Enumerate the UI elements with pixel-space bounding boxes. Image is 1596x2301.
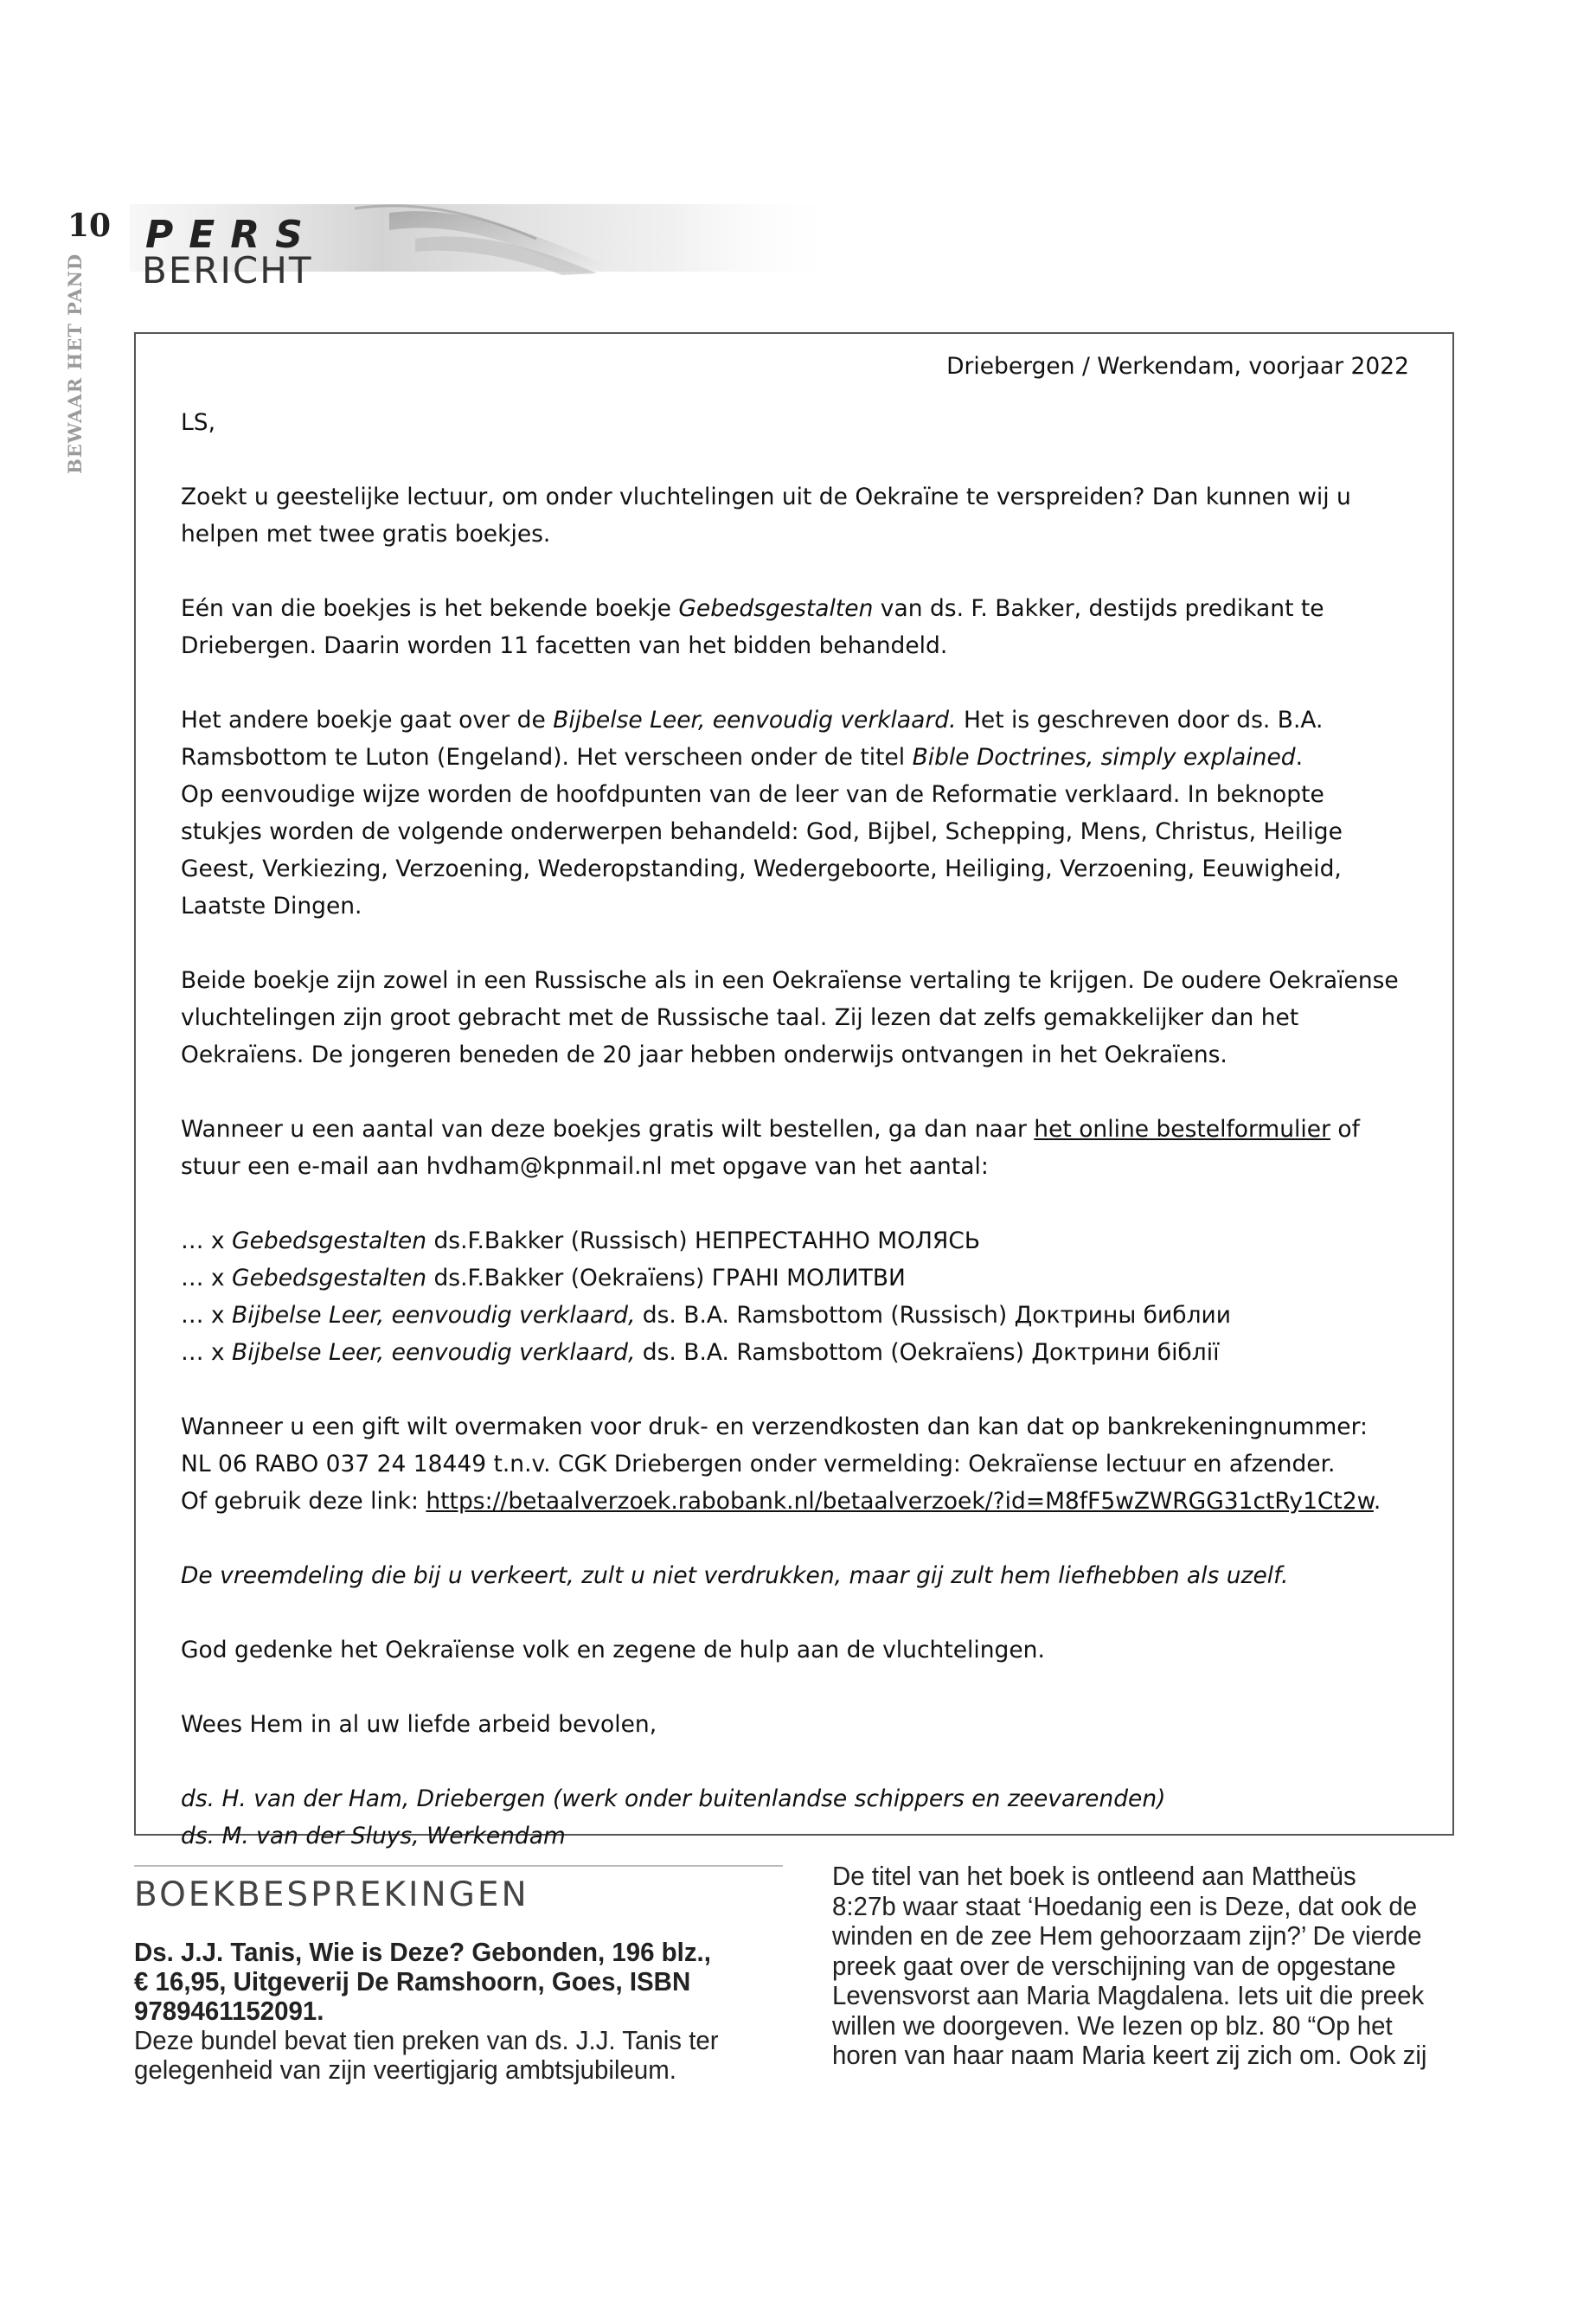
banner-title: PERS bbox=[145, 213, 318, 257]
order-prefix: … x bbox=[181, 1265, 233, 1292]
letter-body bbox=[181, 334, 1409, 1855]
salutation: LS, bbox=[181, 409, 216, 436]
paragraph-text: Het andere boekje gaat over de bbox=[181, 707, 554, 734]
review-right-column bbox=[832, 1862, 1440, 2071]
press-release-banner bbox=[130, 204, 848, 291]
dateline: Driebergen / Werkendam, voorjaar 2022 bbox=[946, 353, 1409, 380]
order-form-link[interactable]: het online bestelformulier bbox=[1034, 1116, 1330, 1143]
signature: ds. H. van der Ham, Driebergen (werk onder buitenlandse schippers en zeevarenden) bbox=[181, 1785, 1166, 1812]
book-details-line: 9789461152091. bbox=[134, 1996, 324, 2026]
paragraph-book-1 bbox=[181, 590, 1409, 664]
review-line: 8:27b waar staat ‘Hoedanig een is Deze, dat ook de bbox=[832, 1890, 1418, 1921]
review-body bbox=[832, 1862, 1440, 2071]
paragraph-text: . bbox=[1373, 1488, 1381, 1515]
review-line: preek gaat over de verschijning van de opgestane bbox=[832, 1950, 1396, 1981]
review-line: gelegenheid van zijn veertigjarig ambtsjubileum. bbox=[134, 2054, 676, 2085]
order-line bbox=[181, 1222, 1409, 1259]
section-divider bbox=[134, 1865, 783, 1867]
review-line: De titel van het boek is ontleend aan Mattheüs bbox=[832, 1861, 1356, 1891]
order-detail: ds.F.Bakker (Oekraïens) ГРАНІ МОЛИТВИ bbox=[426, 1265, 906, 1292]
book-title: Bijbelse Leer, eenvoudig verklaard. bbox=[553, 707, 957, 734]
review-intro bbox=[134, 2026, 759, 2085]
order-title: Bijbelse Leer, eenvoudig verklaard, bbox=[232, 1302, 636, 1329]
order-detail: ds. B.A. Ramsbottom (Oekraïens) Доктрини біблії bbox=[635, 1339, 1220, 1366]
paragraph-order bbox=[181, 1111, 1409, 1185]
book-title: Gebedsgestalten bbox=[678, 595, 874, 622]
paragraph-text: van ds. F. Bakker, destijds predikant te Driebergen. Daarin worden 11 facetten van het bidden behandeld. bbox=[181, 595, 1324, 659]
signature: ds. M. van der Sluys, Werkendam bbox=[181, 1823, 566, 1849]
banner-subtitle: BERICHT bbox=[142, 249, 313, 292]
paragraph-book-2 bbox=[181, 702, 1409, 776]
order-line bbox=[181, 1259, 1409, 1297]
order-detail: ds. B.A. Ramsbottom (Russisch) Доктрины библии bbox=[635, 1302, 1231, 1329]
reviews-heading: BOEKBESPREKINGEN bbox=[134, 1875, 529, 1914]
paragraph-text: Wanneer u een aantal van deze boekjes gratis wilt bestellen, ga dan naar bbox=[181, 1116, 1035, 1143]
order-detail: ds.F.Bakker (Russisch) НЕПРЕСТАННО МОЛЯСЬ bbox=[426, 1227, 981, 1254]
payment-link[interactable]: https://betaalverzoek.rabobank.nl/betaalverzoek/?id=M8fF5wZWRGG31ctRy1Ct2w bbox=[426, 1488, 1374, 1515]
paragraph-text: Eén van die boekjes is het bekende boekje bbox=[181, 595, 679, 622]
donation-line bbox=[181, 1483, 1409, 1520]
order-list bbox=[181, 1222, 1409, 1371]
paragraph-translations: Beide boekje zijn zowel in een Russische als in een Oekraïense vertaling te krijgen. De oudere Oekraïense vluchtelingen zijn groot gebracht met de Russische taal. Zij lezen dat zelfs gemakkelijker dan het Oekraïens. De jongeren beneden de 20 jaar hebben onderwijs ontvangen in het Oekraïens. bbox=[181, 967, 1399, 1068]
review-line: willen we doorgeven. We lezen op blz. 80 “Op het bbox=[832, 2009, 1393, 2041]
review-line: Deze bundel bevat tien preken van ds. J.J. Tanis ter bbox=[134, 2025, 719, 2055]
press-release-box bbox=[134, 332, 1454, 1849]
paragraph-request: Zoekt u geestelijke lectuur, om onder vluchtelingen uit de Oekraïne te verspreiden? Dan kunnen wij u helpen met twee gratis boekjes. bbox=[181, 484, 1351, 548]
order-prefix: … x bbox=[181, 1227, 233, 1254]
donation-line: Wanneer u een gift wilt overmaken voor druk- en verzendkosten dan kan dat op bankrekeningnummer: bbox=[181, 1413, 1368, 1440]
blessing: God gedenke het Oekraïense volk en zegene de hulp aan de vluchtelingen. bbox=[181, 1637, 1045, 1663]
side-label: BEWAAR HET PAND bbox=[64, 253, 86, 474]
book-details bbox=[134, 1938, 759, 2026]
order-title: Gebedsgestalten bbox=[232, 1265, 427, 1292]
book-details-line: Ds. J.J. Tanis, Wie is Deze? Gebonden, 196 blz., bbox=[134, 1937, 711, 1967]
review-left-column bbox=[134, 1938, 759, 2085]
paragraph-text: . bbox=[1295, 744, 1304, 771]
review-line: horen van haar naam Maria keert zij zich om. Ook zij bbox=[832, 2040, 1427, 2070]
order-prefix: … x bbox=[181, 1302, 233, 1329]
paragraph-text: Het is geschreven door ds. B.A. Ramsbottom te Luton (Engeland). Het verscheen onder de titel bbox=[181, 707, 1324, 771]
order-line bbox=[181, 1297, 1409, 1334]
paragraph-topics: Op eenvoudige wijze worden de hoofdpunten van de leer van de Reformatie verklaard. In beknopte stukjes worden de volgende onderwerpen behandeld: God, Bijbel, Schepping, Mens, Christus, Heilige Geest, Verkiezing, Verzoening, Wederopstanding, Wedergeboorte, Heiliging, Verzoening, Eeuwigheid, Laatste Dingen. bbox=[181, 781, 1343, 920]
order-title: Gebedsgestalten bbox=[232, 1227, 427, 1254]
order-line bbox=[181, 1334, 1409, 1371]
donation-line: NL 06 RABO 037 24 18449 t.n.v. CGK Driebergen onder vermelding: Oekraïense lectuur en afzender. bbox=[181, 1451, 1336, 1477]
bible-quote: De vreemdeling die bij u verkeert, zult u niet verdrukken, maar gij zult hem liefhebben als uzelf. bbox=[181, 1562, 1289, 1589]
review-line: Levensvorst aan Maria Magdalena. Iets uit die preek bbox=[832, 1980, 1425, 2010]
paragraph-text: Of gebruik deze link: bbox=[181, 1488, 426, 1515]
order-title: Bijbelse Leer, eenvoudig verklaard, bbox=[232, 1339, 636, 1366]
original-title: Bible Doctrines, simply explained bbox=[912, 744, 1296, 771]
order-prefix: … x bbox=[181, 1339, 233, 1366]
signatures bbox=[181, 1780, 1409, 1855]
book-details-line: € 16,95, Uitgeverij De Ramshoorn, Goes, ISBN bbox=[134, 1966, 691, 1997]
page-number: 10 bbox=[67, 208, 112, 244]
review-line: winden en de zee Hem gehoorzaam zijn?’ De vierde bbox=[832, 1920, 1422, 1951]
closing: Wees Hem in al uw liefde arbeid bevolen, bbox=[181, 1711, 657, 1738]
paragraph-text: of stuur een e-mail aan hvdham@kpnmail.nl met opgave van het aantal: bbox=[181, 1116, 1360, 1180]
paragraph-donation bbox=[181, 1408, 1409, 1520]
